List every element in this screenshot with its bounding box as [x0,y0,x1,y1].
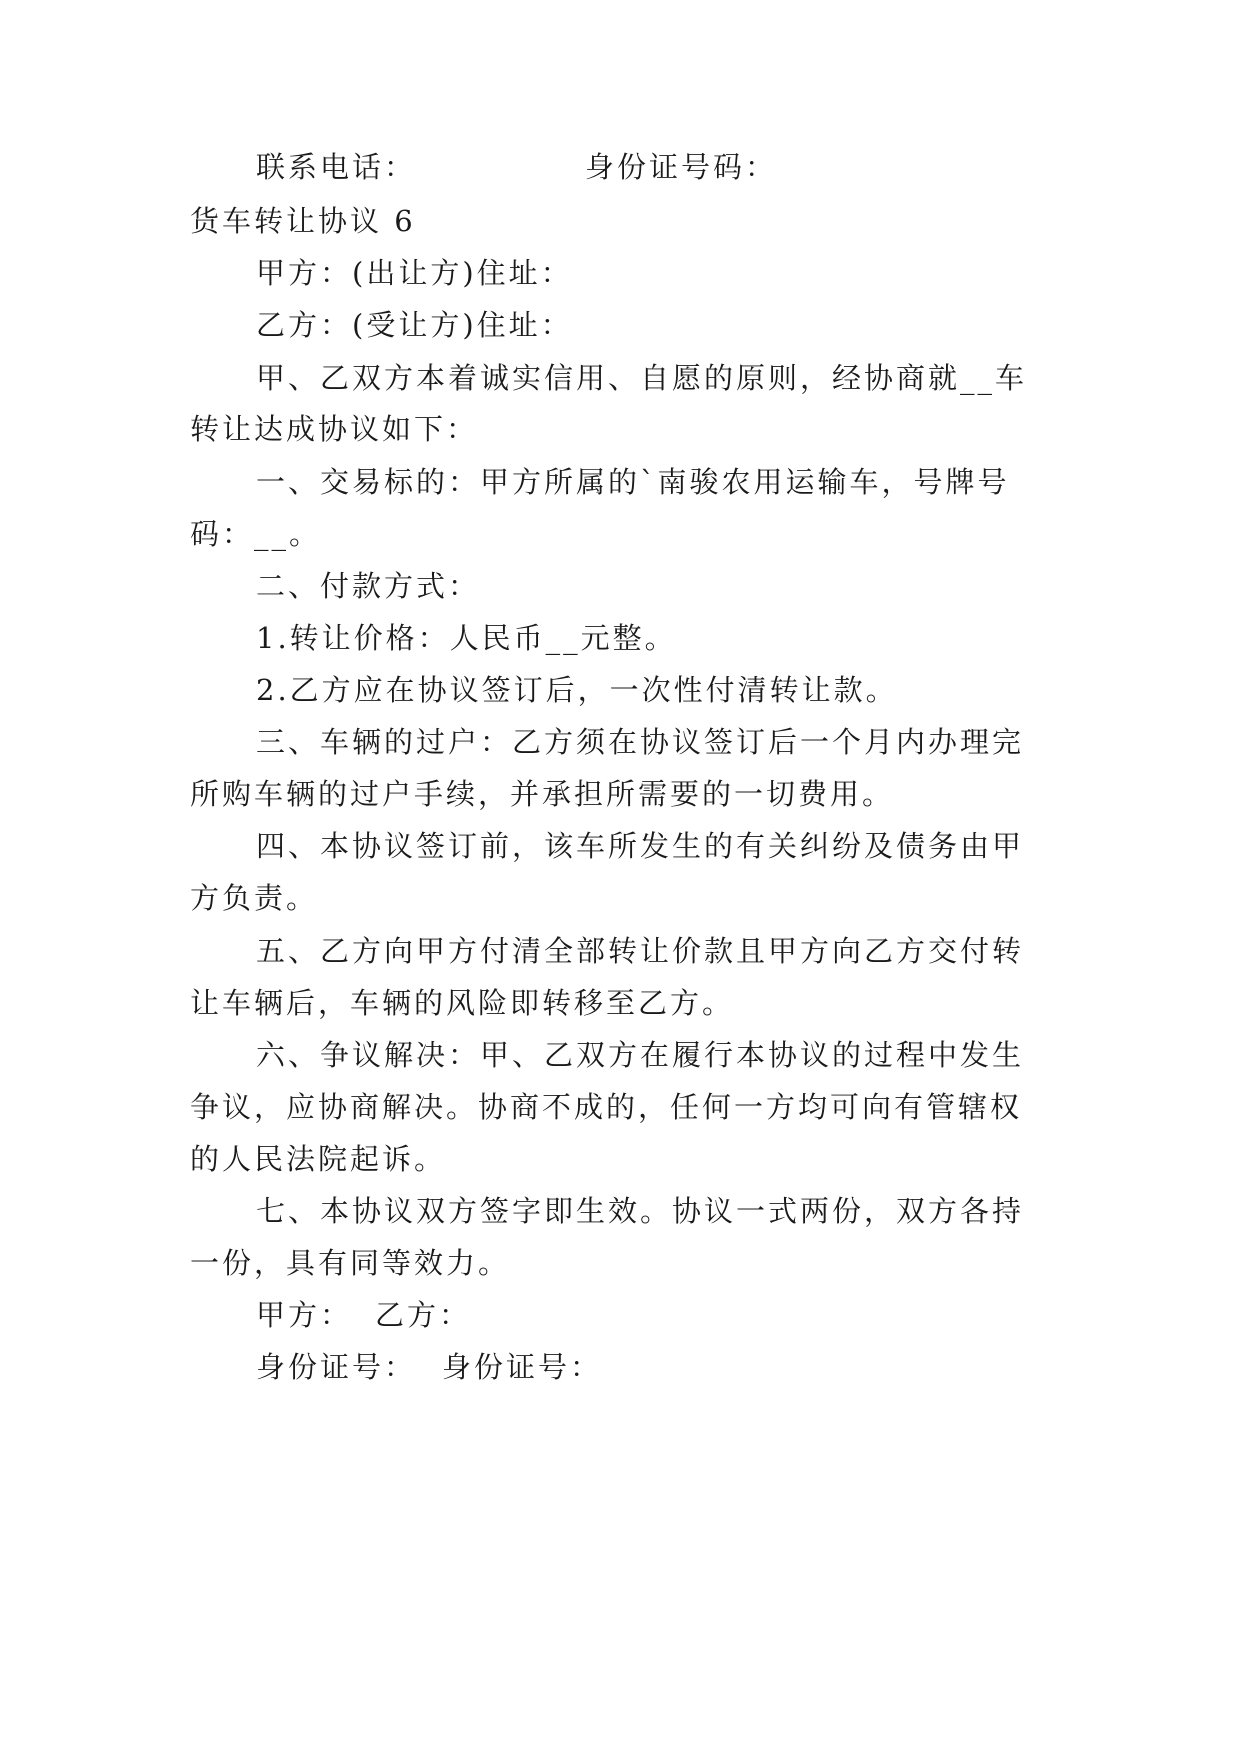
clause6-line-2: 争议，应协商解决。协商不成的，任何一方均可向有管辖权 [190,1090,1023,1124]
signature-id-a-label: 身份证号： [256,1350,417,1384]
clause7-line-2: 一份，具有同等效力。 [190,1246,511,1280]
clause5-line-2: 让车辆后，车辆的风险即转移至乙方。 [190,986,735,1020]
clause1-line-1: 一、交易标的：甲方所属的`南骏农用运输车，号牌号 [256,465,1010,499]
intro-line-2: 转让达成协议如下： [190,412,479,446]
clause5-line-1: 五、乙方向甲方付清全部转让价款且甲方向乙方交付转 [256,934,1025,968]
contact-id-label: 身份证号码： [585,150,778,184]
clause4-line-2: 方负责。 [190,881,319,915]
contact-phone-label: 联系电话： [256,150,417,184]
signature-party-a-label: 甲方： [256,1298,353,1332]
clause6-line-1: 六、争议解决：甲、乙双方在履行本协议的过程中发生 [256,1038,1025,1072]
clause2-item-1: 1.转让价格：人民币__元整。 [256,621,677,655]
signature-party-row [0,1286,1241,1344]
clause6-line-3: 的人民法院起诉。 [190,1142,447,1176]
party-b-line: 乙方：(受让方)住址： [256,308,573,342]
contact-row [0,138,1241,196]
clause2-heading: 二、付款方式： [256,569,481,603]
clause3-line-2: 所购车辆的过户手续，并承担所需要的一切费用。 [190,777,895,811]
signature-id-b-label: 身份证号： [442,1350,603,1384]
clause1-line-2: 码：__。 [190,517,322,551]
clause2-item-2: 2.乙方应在协议签订后，一次性付清转让款。 [256,673,898,707]
clause3-line-1: 三、车辆的过户：乙方须在协议签订后一个月内办理完 [256,725,1025,759]
clause4-line-1: 四、本协议签订前，该车所发生的有关纠纷及债务由甲 [256,829,1025,863]
party-a-line: 甲方：(出让方)住址： [256,256,573,290]
signature-party-b-label: 乙方： [375,1298,472,1332]
signature-id-row [0,1338,1241,1396]
document-title: 货车转让协议 6 [190,204,416,238]
intro-line-1: 甲、乙双方本着诚实信用、自愿的原则，经协商就__车 [256,361,1028,395]
clause7-line-1: 七、本协议双方签字即生效。协议一式两份，双方各持 [256,1194,1025,1228]
